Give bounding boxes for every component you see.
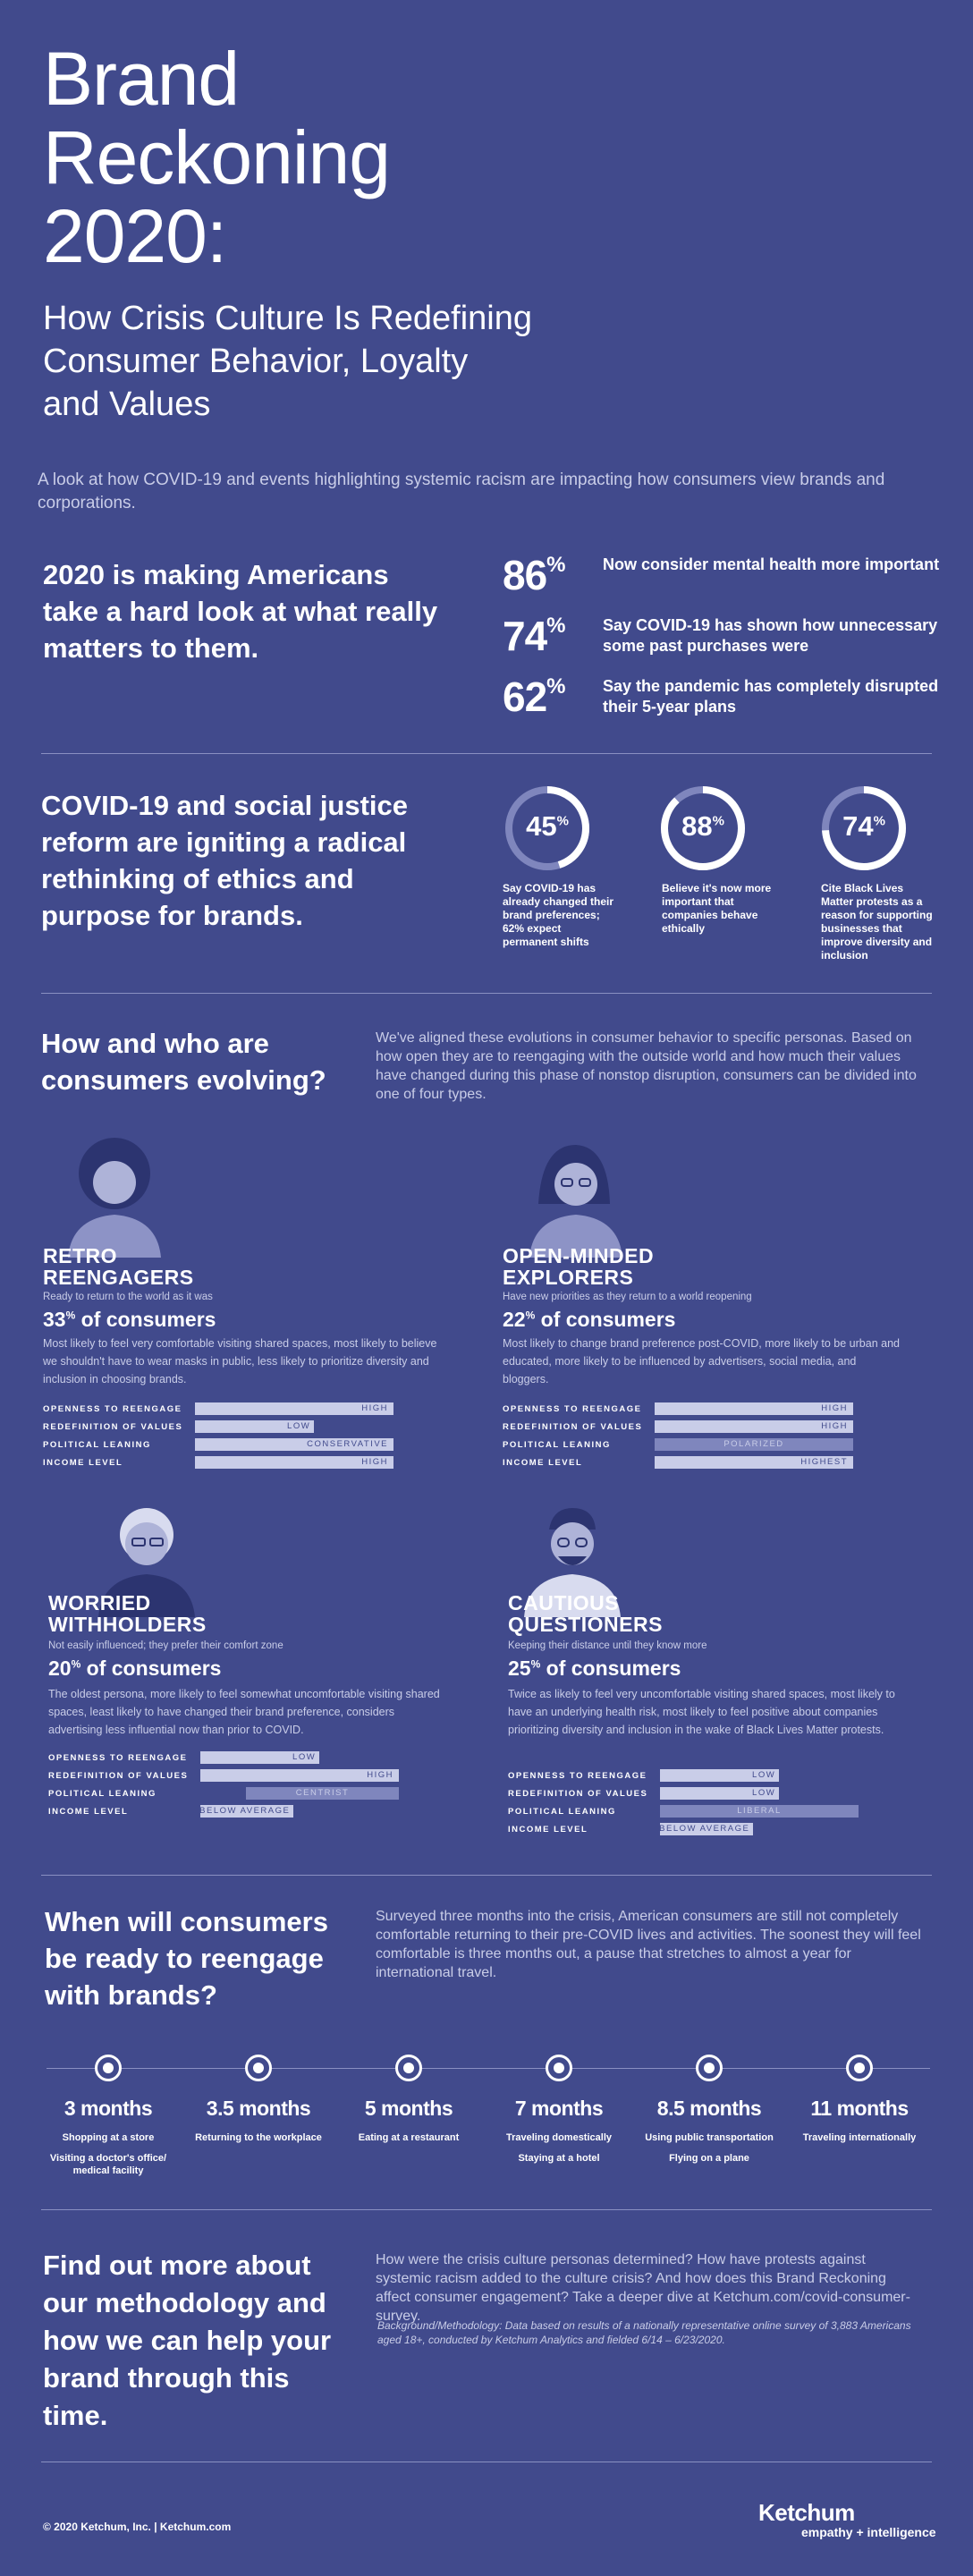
ring-text: Cite Black Lives Matter protests as a reason for supporting businesses that improve diversity and inclusion (821, 882, 933, 962)
stat-value: 86% (503, 552, 565, 598)
metric-value: LOW (752, 1770, 776, 1780)
timeline-time: 3 months (63, 2097, 153, 2120)
persona-share: 33% of consumers (43, 1308, 216, 1331)
metric-track (660, 1823, 859, 1835)
metric-track (195, 1420, 393, 1433)
metric-track (195, 1438, 393, 1451)
persona-description: Most likely to feel very comfortable visiting shared spaces, most likely to believe we shouldn't have to wear masks in public, less likely to prioritize diversity and inclusion in choosing brands. (43, 1337, 437, 1385)
metric-label: OPENNESS TO REENGAGE (503, 1404, 642, 1414)
stat-text: Say COVID-19 has shown how unnecessary some past purchases were (603, 616, 938, 655)
section3-text: We've aligned these evolutions in consumer behavior to specific personas. Based on how open they are to reengaging with the outside world and how much their values have changed during this phase of nonstop disruption, consumers can be divided into one of four types. (376, 1030, 917, 1102)
timeline-activity: Staying at a hotel (518, 2153, 600, 2164)
timeline-item (487, 2097, 630, 2165)
metric-track (195, 1456, 393, 1469)
timeline-time: 11 months (810, 2097, 909, 2120)
metric-label: REDEFINITION OF VALUES (508, 1789, 648, 1799)
timeline-item (638, 2097, 781, 2165)
metric-track (660, 1769, 859, 1782)
timeline-item (37, 2097, 180, 2177)
stat-text: Now consider mental health more important (603, 555, 940, 573)
metric-track (195, 1402, 393, 1415)
timeline-activity: Shopping at a store (62, 2132, 155, 2143)
metric-label: INCOME LEVEL (43, 1458, 123, 1468)
metric-value: POLARIZED (723, 1439, 784, 1449)
footer-copyright: © 2020 Ketchum, Inc. | Ketchum.com (43, 2521, 232, 2533)
metric-label: OPENNESS TO REENGAGE (48, 1753, 188, 1763)
persona-name: CAUTIOUS QUESTIONERS (508, 1591, 663, 1636)
timeline-dot (395, 2055, 422, 2081)
ring-value: 88% (681, 810, 724, 842)
divider (41, 1875, 932, 1876)
divider (41, 2209, 932, 2210)
stat-value: 62% (503, 674, 565, 720)
timeline-activity: Using public transportation (645, 2132, 774, 2143)
metric-value: HIGH (821, 1421, 848, 1431)
ketchum-logo: Ketchum (758, 2499, 855, 2526)
timeline-dot (846, 2055, 873, 2081)
persona-metric-row (48, 1805, 442, 1819)
metric-value: BELOW AVERAGE (659, 1824, 750, 1834)
timeline-dot (696, 2055, 723, 2081)
divider (41, 993, 932, 994)
metric-track (655, 1402, 853, 1415)
stat-row (503, 612, 950, 665)
section3-heading: How and who are consumers evolving? (41, 1028, 326, 1096)
timeline-activity: Traveling internationally (802, 2132, 917, 2143)
section4-heading: When will consumers be ready to reengage with brands? (45, 1906, 328, 2011)
persona-metric-row (503, 1438, 896, 1453)
metric-value: LIBERAL (737, 1806, 782, 1816)
ring-text: Believe it's now more important that companies behave ethically (662, 882, 772, 935)
metric-label: POLITICAL LEANING (508, 1807, 616, 1817)
metric-label: REDEFINITION OF VALUES (503, 1422, 643, 1432)
section5-heading: Find out more about our methodology and how we can help your brand through this time. (43, 2250, 332, 2431)
persona-tagline: Keeping their distance until they know more (508, 1640, 707, 1651)
metric-value: CONSERVATIVE (307, 1439, 388, 1449)
timeline-activity: Returning to the workplace (195, 2132, 322, 2143)
timeline-line (47, 2068, 930, 2069)
metric-label: OPENNESS TO REENGAGE (508, 1771, 647, 1781)
section2-heading: COVID-19 and social justice reform are igniting a radical rethinking of ethics and purpose for brands. (41, 790, 409, 931)
intro-text: A look at how COVID-19 and events highlighting systemic racism are impacting how consumers view brands and corporations. (38, 470, 885, 513)
metric-value: BELOW AVERAGE (199, 1806, 291, 1816)
methodology-note: Background/Methodology: Data based on results of a nationally representative online survey of 3,883 Americans aged 18+, conducted by Ketchum Analytics and fielded 6/14 – 6/23/2020. (377, 2319, 911, 2346)
persona-name: OPEN-MINDED EXPLORERS (503, 1244, 655, 1289)
brand-tagline: empathy + intelligence (801, 2525, 936, 2539)
ring-value: 74% (842, 810, 885, 842)
persona-tagline: Have new priorities as they return to a world reopening (503, 1292, 752, 1302)
timeline-time: 3.5 months (206, 2097, 311, 2120)
section1-heading: 2020 is making Americans take a hard look at what really matters to them. (43, 559, 438, 664)
persona-description: Most likely to change brand preference post-COVID, more likely to be urban and educated, more likely to be influenced by advertisers, social media, and bloggers. (503, 1337, 900, 1385)
persona-share: 20% of consumers (48, 1657, 222, 1680)
timeline-activity: Traveling domestically (506, 2132, 612, 2143)
page-title: Brand Reckoning 2020: (43, 37, 390, 278)
persona-share: 25% of consumers (508, 1657, 681, 1680)
persona-metric-row (508, 1805, 901, 1819)
timeline-item (187, 2097, 330, 2144)
persona-metric-row (48, 1751, 442, 1766)
metric-value: CENTRIST (295, 1788, 350, 1798)
persona-metric-row (43, 1420, 436, 1435)
page-subtitle: How Crisis Culture Is Redefining Consumer Behavior, Loyalty and Values (43, 300, 532, 423)
persona-photo (512, 1132, 637, 1258)
stat-row (503, 673, 950, 726)
timeline-activity: Eating at a restaurant (358, 2132, 460, 2143)
metric-label: INCOME LEVEL (508, 1825, 588, 1835)
metric-track (655, 1438, 853, 1451)
persona-metric-row (48, 1769, 442, 1784)
persona-name: WORRIED WITHHOLDERS (48, 1591, 207, 1636)
persona-metric-row (508, 1769, 901, 1784)
metric-track (200, 1751, 399, 1764)
divider (41, 753, 932, 754)
metric-track (655, 1420, 853, 1433)
timeline-time: 8.5 months (656, 2097, 762, 2120)
persona-photo (52, 1132, 177, 1258)
metric-label: POLITICAL LEANING (503, 1440, 611, 1450)
metric-value: HIGH (361, 1403, 388, 1413)
metric-value: LOW (287, 1421, 311, 1431)
timeline-time: 7 months (514, 2097, 604, 2120)
section5-text: How were the crisis culture personas determined? How have protests against systemic racism added to the culture crisis? And how does this Brand Reckoning affect consumer engagement? Take a deeper dive at Ketchum.com/covid-consumer-survey. (376, 2252, 910, 2324)
metric-label: REDEFINITION OF VALUES (48, 1771, 189, 1781)
timeline-dot (95, 2055, 122, 2081)
metric-value: LOW (292, 1752, 317, 1762)
timeline-item (337, 2097, 480, 2144)
persona-metric-row (43, 1456, 436, 1470)
persona-share: 22% of consumers (503, 1308, 676, 1331)
metric-value: HIGH (361, 1457, 388, 1467)
section4-text: Surveyed three months into the crisis, American consumers are still not completely comfortable returning to their pre-COVID lives and activities. The soonest they will feel comfortable is three months out, a pause that stretches to almost a year for international travel. (376, 1909, 921, 1980)
persona-metric-row (503, 1420, 896, 1435)
stat-value: 74% (503, 613, 565, 659)
timeline-dot (546, 2055, 572, 2081)
metric-label: INCOME LEVEL (48, 1807, 129, 1817)
ring-chart (503, 784, 592, 873)
metric-value: HIGHEST (800, 1457, 848, 1467)
timeline-item (788, 2097, 931, 2144)
persona-metric-row (503, 1456, 896, 1470)
stat-row (503, 551, 950, 605)
metric-value: HIGH (821, 1403, 848, 1413)
persona-tagline: Not easily influenced; they prefer their comfort zone (48, 1640, 283, 1651)
metric-value: LOW (752, 1788, 776, 1798)
metric-label: POLITICAL LEANING (48, 1789, 157, 1799)
stat-text: Say the pandemic has completely disrupted their 5-year plans (603, 677, 939, 716)
persona-tagline: Ready to return to the world as it was (43, 1292, 213, 1302)
metric-track (200, 1805, 399, 1818)
timeline-activity: Visiting a doctor's office/ medical facility (49, 2153, 167, 2176)
metric-track (200, 1769, 399, 1782)
metric-track (655, 1456, 853, 1469)
metric-label: REDEFINITION OF VALUES (43, 1422, 183, 1432)
ring-text: Say COVID-19 has already changed their brand preferences; 62% expect permanent shifts (503, 882, 614, 948)
persona-description: Twice as likely to feel very uncomfortable visiting shared spaces, most likely to have an underlying health risk, most likely to feel positive about companies prioritizing diversity and inclusion in the wake of Black Lives Matter protests. (508, 1688, 895, 1736)
ring-value: 45% (526, 810, 569, 842)
timeline-dot (245, 2055, 272, 2081)
persona-metric-row (43, 1438, 436, 1453)
metric-label: POLITICAL LEANING (43, 1440, 151, 1450)
ring-chart (819, 784, 909, 873)
metric-track (660, 1787, 859, 1800)
timeline-time: 5 months (364, 2097, 453, 2120)
persona-name: RETRO REENGAGERS (43, 1244, 194, 1289)
metric-label: OPENNESS TO REENGAGE (43, 1404, 182, 1414)
persona-metric-row (508, 1787, 901, 1801)
metric-value: HIGH (367, 1770, 393, 1780)
persona-metric-row (48, 1787, 442, 1801)
metric-track (660, 1805, 859, 1818)
persona-description: The oldest persona, more likely to feel somewhat uncomfortable visiting shared spaces, least likely to have changed their brand preference, considers advertising less influential now than prior to COVID. (48, 1688, 440, 1736)
persona-metric-row (43, 1402, 436, 1417)
metric-label: INCOME LEVEL (503, 1458, 583, 1468)
persona-metric-row (508, 1823, 901, 1837)
persona-metric-row (503, 1402, 896, 1417)
ring-chart (658, 784, 748, 873)
timeline-activity: Flying on a plane (669, 2153, 749, 2164)
metric-track (200, 1787, 399, 1800)
